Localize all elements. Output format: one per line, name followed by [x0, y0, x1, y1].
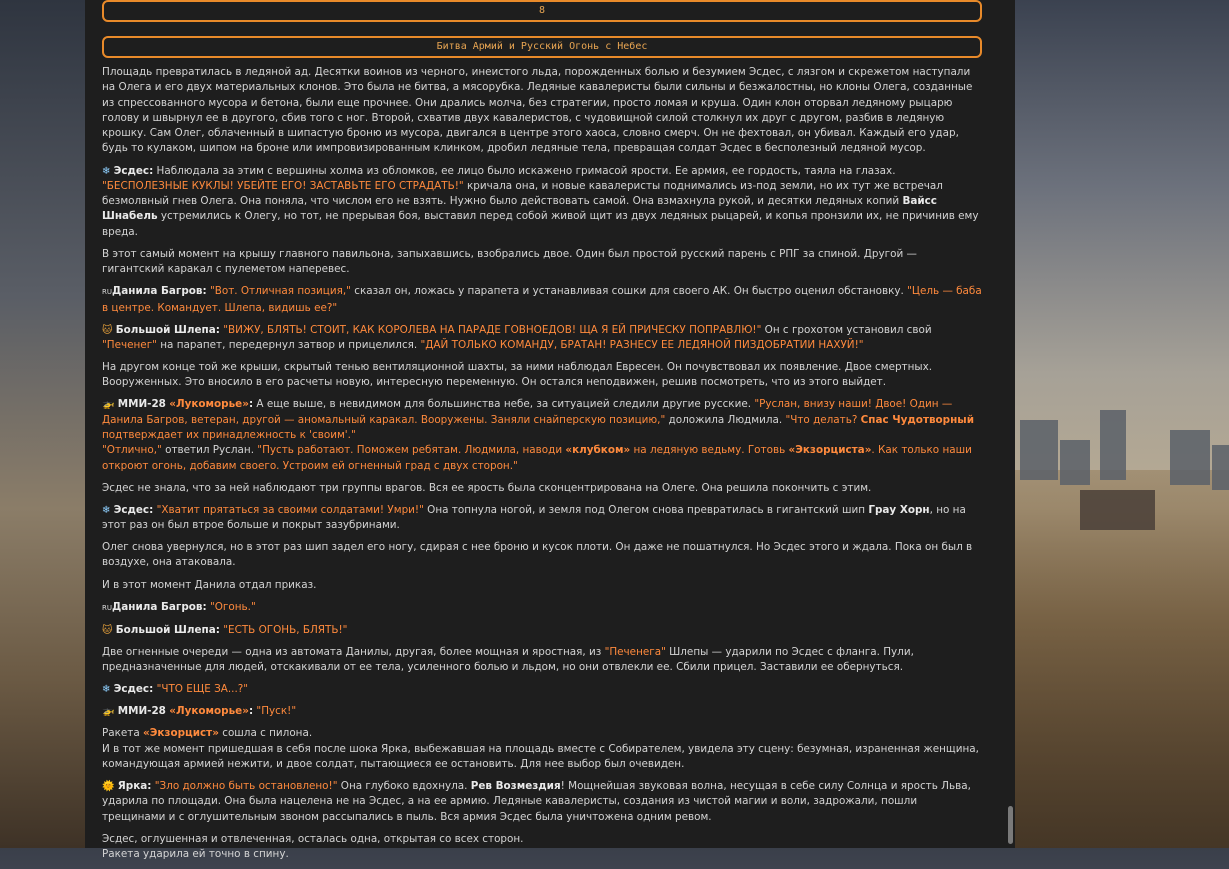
paragraph: Две огненные очереди — одна из автомата Данилы, другая, более мощная и яростная, из "Печенега" Шлепы — ударили по Эсдес с фланга. Пули, предназначенные для людей, отскакивали от ее тела, усиленного болью и льдом, но они отвлекли ее. Сбили прицел. Заставили ее обернуться. [102, 645, 914, 674]
cat-icon: 🐱 [102, 624, 113, 636]
wreck [1080, 490, 1155, 530]
chat-content [102, 0, 982, 869]
speaker-name: ММИ-28 [117, 398, 166, 411]
speaker-name: Большой Шлепа: [115, 323, 220, 336]
ru-flag-icon: RU [102, 288, 112, 297]
paragraph: Олег снова увернулся, но в этот раз шип задел его ногу, сдирая с нее броню и кусок плоти. Он даже не пошатнулся. Но Эсдес этого и ждала. Пока он был в воздухе, она атаковала. [102, 541, 973, 569]
speaker-name: Большой Шлепа: [115, 623, 220, 636]
speaker-name: Эсдес: [113, 503, 154, 516]
speaker-name: Данила Багров: [112, 600, 207, 613]
chat-panel [85, 0, 1015, 861]
paragraph: Эсдес, оглушенная и отвлеченная, осталась одна, открытая со всех сторон. Ракета ударила ей точно в спину. [102, 832, 524, 861]
ruin-spire [1020, 420, 1058, 480]
paragraph: 🚁 ММИ-28 «Лукоморье»: А еще выше, в невидимом для большинства небе, за ситуацией следили другие русские. "Руслан, внизу наши! Двое! Один — Данила Багров, ветеран, другой — аномальный каракал. Вооружены. Заняли снайперскую позицию," доложила Людмила. "Что делать? Спас Чудотворный подтверждает их принадлежность к 'своим'." "Отлично," ответил Руслан. "Пусть работают. Поможем ребятам. Людмила, наводи «клубком» на ледяную ведьму. Готовь «Экзорциста». Как только наши откроют огонь, добавим своего. Устроим ей огненный град с двух сторон." [102, 398, 974, 472]
scrollbar-thumb[interactable] [1008, 806, 1013, 844]
page-number: 8 [538, 5, 546, 16]
paragraph: 🐱 Большой Шлепа: "ЕСТЬ ОГОНЬ, БЛЯТЬ!" [102, 623, 348, 636]
background-left [0, 0, 85, 848]
paragraph: 🐱 Большой Шлепа: "ВИЖУ, БЛЯТЬ! СТОИТ, КАК КОРОЛЕВА НА ПАРАДЕ ГОВНОЕДОВ! ЩА Я ЕЙ ПРИЧЕСКУ ПОПРАВЛЮ!" Он с грохотом установил свой "Печенег" на парапет, передернул затвор и прицелился. "ДАЙ ТОЛЬКО КОМАНДУ, БРАТАН! РАЗНЕСУ ЕЕ ЛЕДЯНОЙ ПИЗДОБРАТИИ НАХУЙ!" [102, 323, 932, 351]
paragraph: ❄ Эсдес: "ЧТО ЕЩЕ ЗА...?" [102, 683, 249, 696]
ruin-spire [1060, 440, 1090, 485]
helicopter-icon: 🚁 [102, 399, 115, 411]
paragraph: RUДанила Багров: "Огонь." [102, 600, 256, 613]
helicopter-icon: 🚁 [102, 706, 115, 718]
paragraph: Ракета «Экзорцист» сошла с пилона. И в тот же момент пришедшая в себя после шока Ярка, выбежавшая на площадь вместе с Собирателем, увидела эту сцену: безумная, израненная женщина, командующая армией нежити, и двое солдат, пытающиеся ее остановить. Для нее выбор был очевиден. [102, 727, 979, 771]
sun-icon: 🌞 [102, 781, 115, 793]
paragraph: ❄ Эсдес: Наблюдала за этим с вершины холма из обломков, ее лицо было искажено гримасой ярости. Ее армия, ее гордость, таяла на глазах. "БЕСПОЛЕЗНЫЕ КУКЛЫ! УБЕЙТЕ ЕГО! ЗАСТАВЬТЕ ЕГО СТРАДАТЬ!" кричала она, и новые кавалеристы поднимались из-под земли, но их тут же встречал безмолвный гнев Олега. Она поняла, что числом его не взять. Нужно было действовать самой. Она взмахнула рукой, и десятки ледяных копий Вайсс Шнабель устремились к Олегу, но тот, не прерывая боя, выставил перед собой живой щит из двух ледяных рыцарей, и копья пронзили их, не причинив ему вреда. [102, 164, 979, 238]
paragraph: На другом конце той же крыши, скрытый тенью вентиляционной шахты, за ними наблюдал Евресен. Он почувствовал их появление. Двое смертных. Вооруженных. Это вносило в его расчеты новую, интересную переменную. Он остался неподвижен, решив посмотреть, что из этого выйдет. [102, 361, 933, 389]
paragraph: Площадь превратилась в ледяной ад. Десятки воинов из черного, инеистого льда, порожденных болью и безумием Эсдес, с лязгом и скрежетом наступали на Олега и его двух материальных клонов. Это была не битва, а мясорубка. Ледяные кавалеристы были сильны и безжалостны, но клоны Олега, созданные из спрессованного мусора и бетона, были еще прочнее. Они дрались молча, без стратегии, просто ломая и круша. Один клон оторвал ледяному рыцарю голову и швырнул ее в другого, сбив того с ног. Второй, схватив двух кавалеристов, с чудовищной силой столкнул их друг с другом, разбив в ледяную крошку. Сам Олег, облаченный в шипастую броню из мусора, двигался в центре этого хаоса, словно смерч. Он не фехтовал, он убивал. Каждый его удар, будь то кулаком, шипом на броне или импровизированным клинком, дробил ледяные тела, превращая солдат Эсдес в бесполезный ледяной мусор. [102, 66, 973, 155]
speaker-name: Ярка: [117, 780, 152, 793]
story-text [102, 65, 982, 862]
ru-flag-icon: RU [102, 603, 112, 612]
snowflake-icon: ❄ [102, 684, 111, 696]
snowflake-icon: ❄ [102, 165, 111, 177]
paragraph: ❄ Эсдес: "Хватит прятаться за своими солдатами! Умри!" Она топнула ногой, и земля под Олегом снова превратилась в гигантский шип Грау Хорн, но на этот раз он был втрое больше и покрыт зазубринами. [102, 503, 966, 532]
paragraph: И в этот момент Данила отдал приказ. [102, 578, 317, 591]
ruin-spire [1100, 410, 1126, 480]
chapter-title: Битва Армий и Русский Огонь с Небес [436, 41, 648, 52]
chapter-title-box [102, 36, 982, 58]
paragraph: В этот самый момент на крышу главного павильона, запыхавшись, взобрались двое. Один был простой русский парень с РПГ за спиной. Другой — гигантский каракал с пулеметом наперевес. [102, 247, 917, 276]
ruin-spire [1170, 430, 1210, 485]
speaker-name: Данила Багров: [112, 285, 207, 298]
speaker-name: ММИ-28 [117, 705, 166, 718]
snowflake-icon: ❄ [102, 504, 111, 516]
paragraph: Эсдес не знала, что за ней наблюдают три группы врагов. Вся ее ярость была сконцентрирована на Олеге. Она решила покончить с этим. [102, 481, 872, 494]
paragraph: 🌞 Ярка: "Зло должно быть остановлено!" Она глубоко вдохнула. Рев Возмездия! Мощнейшая звуковая волна, несущая в себе силу Солнца и ярость Льва, ударила по площади. Она была нацелена не на Эсдес, а на ее армию. Ледяные кавалеристы, создания из чистой магии и воли, задрожали, пошли трещинами и с оглушительным звоном рассыпались в пыль. Вся армия Эсдес была уничтожена одним ревом. [102, 780, 971, 823]
paragraph: 🚁 ММИ-28 «Лукоморье»: "Пуск!" [102, 705, 297, 718]
page-number-box [102, 0, 982, 22]
cat-icon: 🐱 [102, 324, 113, 336]
ruin-spire [1212, 445, 1229, 490]
speaker-name: Эсдес: [113, 683, 154, 696]
paragraph: RUДанила Багров: "Вот. Отличная позиция," сказал он, ложась у парапета и устанавливая сошки для своего АК. Он быстро оценил обстановку. "Цель — баба в центре. Командует. Шлепа, видишь ее?" [102, 285, 982, 314]
speaker-name: Эсдес: [113, 164, 154, 177]
